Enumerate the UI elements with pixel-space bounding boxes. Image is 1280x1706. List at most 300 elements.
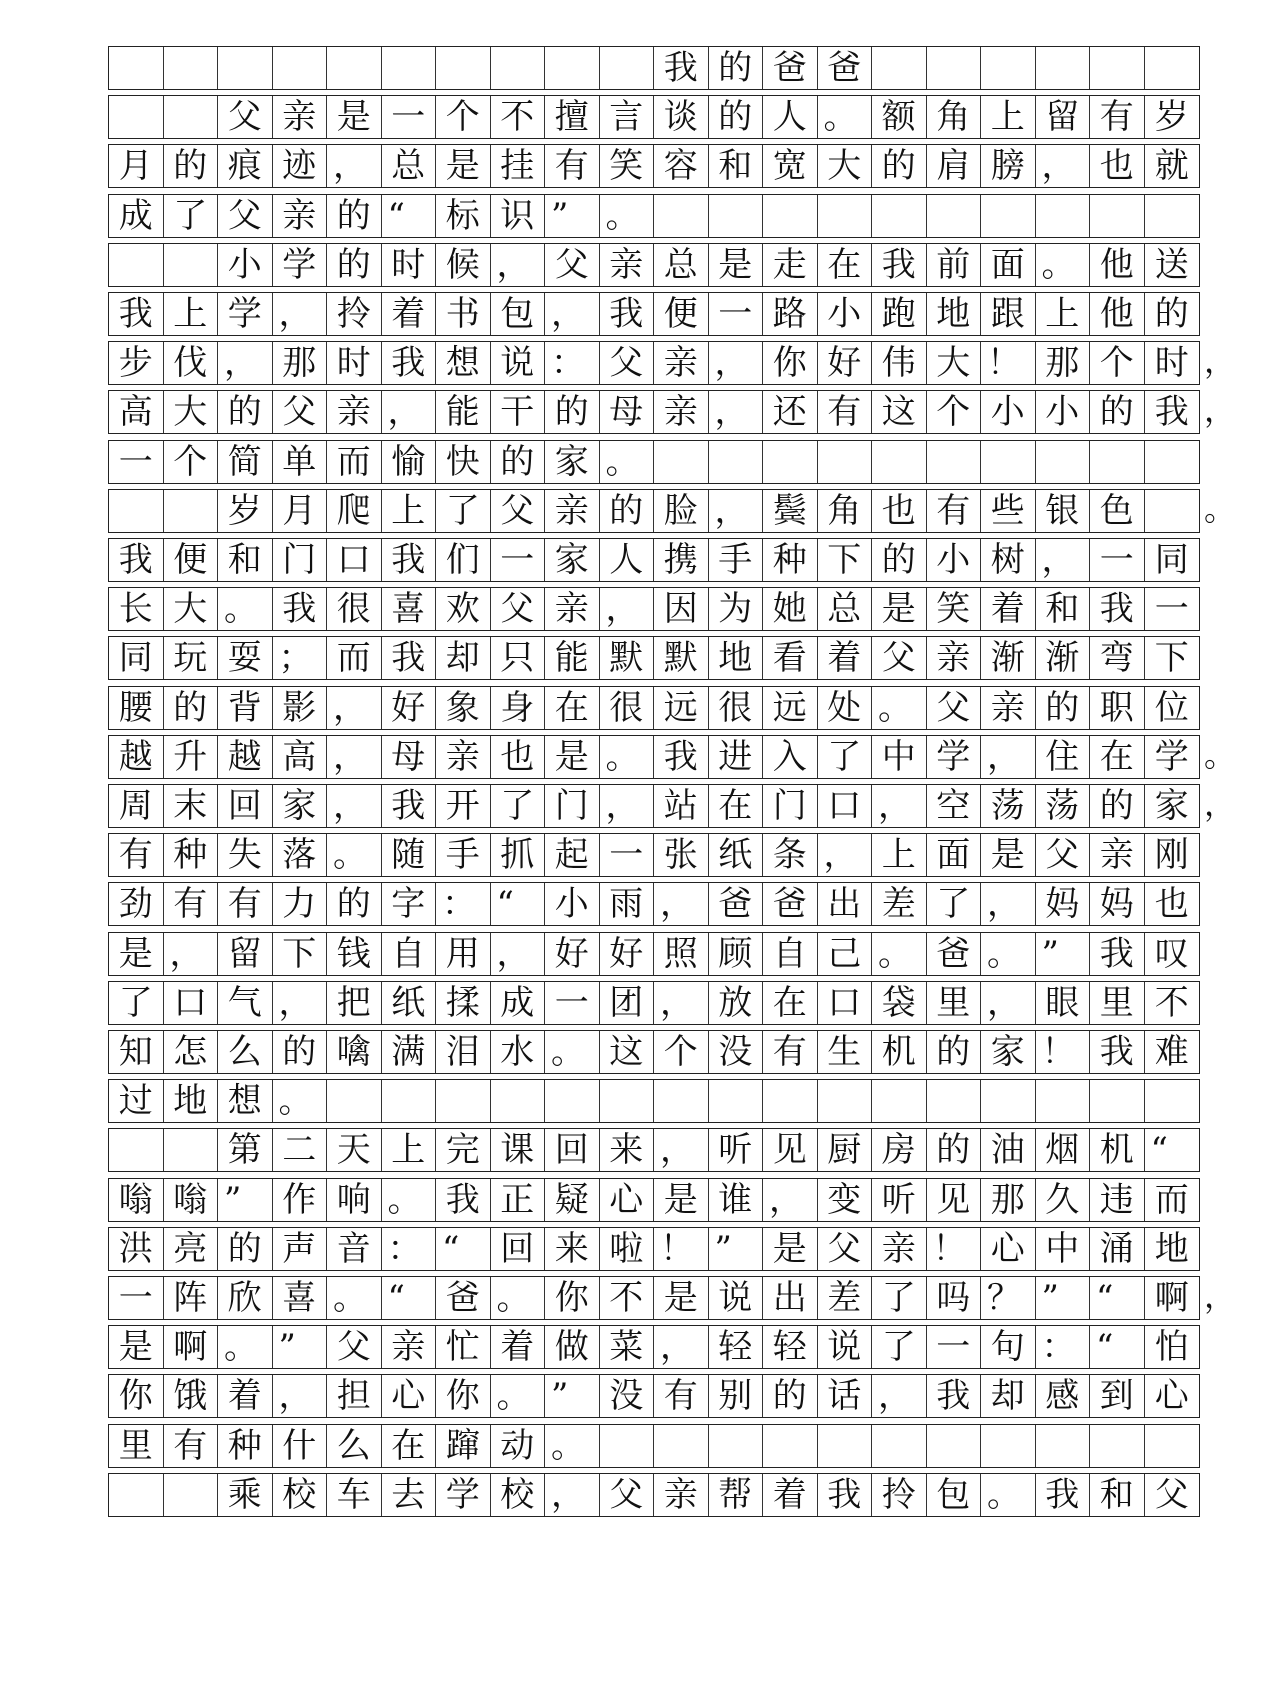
grid-cell: 挂 <box>491 145 546 187</box>
grid-cell: 怎 <box>164 1031 219 1073</box>
grid-cell: 上 <box>382 1129 437 1171</box>
margin-punctuation: ， <box>1204 342 1237 381</box>
grid-cell: 力 <box>273 883 328 925</box>
grid-cell: 同 <box>109 637 164 679</box>
grid-cell: ， <box>327 785 382 827</box>
grid-cell: 影 <box>273 687 328 729</box>
grid-cell: 的 <box>327 195 382 237</box>
grid-cell: 留 <box>218 933 273 975</box>
grid-cell: 洪 <box>109 1228 164 1270</box>
grid-cell: 烟 <box>1036 1129 1091 1171</box>
grid-cell: 总 <box>818 588 873 630</box>
grid-cell: 。 <box>491 1375 546 1417</box>
grid-cell: 地 <box>927 293 982 335</box>
grid-cell: 在 <box>545 687 600 729</box>
grid-cell: 一 <box>1154 589 1189 630</box>
grid-cell: 默 <box>600 637 655 679</box>
grid-cell: 听 <box>709 1129 764 1171</box>
grid-cell: 小 <box>218 244 273 286</box>
grid-cell: 月 <box>273 490 328 532</box>
grid-cell: 机 <box>1090 1129 1145 1171</box>
grid-row <box>108 1473 1200 1517</box>
grid-cell: 父 <box>1036 834 1091 876</box>
grid-cell: 大 <box>164 391 219 433</box>
grid-cell: 父 <box>327 1326 382 1368</box>
grid-cell: 纸 <box>382 982 437 1024</box>
grid-cell: 亲 <box>327 391 382 433</box>
grid-cell: 第 <box>218 1129 273 1171</box>
grid-cell: 的 <box>327 883 382 925</box>
grid-cell: 手 <box>436 834 491 876</box>
grid-cell: 上 <box>382 490 437 532</box>
grid-cell: 随 <box>382 834 437 876</box>
grid-cell: 一 <box>491 539 546 581</box>
grid-cell: 快 <box>436 441 491 483</box>
grid-cell: 的 <box>927 1031 982 1073</box>
grid-cell: 满 <box>382 1031 437 1073</box>
grid-cell: 角 <box>818 490 873 532</box>
grid-row <box>108 882 1200 926</box>
grid-cell: 角 <box>927 96 982 138</box>
grid-cell: 一 <box>109 1277 164 1319</box>
grid-cell: 的 <box>164 687 219 729</box>
grid-cell: 的 <box>545 391 600 433</box>
grid-row <box>108 1128 1200 1172</box>
grid-cell: 有 <box>218 883 273 925</box>
grid-cell: 我 <box>872 244 927 286</box>
grid-cell: 疑 <box>545 1179 600 1221</box>
grid-cell: “ <box>491 883 546 925</box>
grid-cell <box>872 1425 927 1467</box>
grid-cell <box>164 96 219 138</box>
grid-cell: ， <box>709 490 764 532</box>
grid-cell: 爸 <box>927 933 982 975</box>
grid-cell: 却 <box>436 637 491 679</box>
grid-cell: 。 <box>218 588 273 630</box>
grid-cell <box>654 1425 709 1467</box>
grid-cell: 那 <box>273 342 328 384</box>
grid-cell <box>1036 1425 1091 1467</box>
grid-cell: 不 <box>491 96 546 138</box>
grid-row <box>108 341 1200 385</box>
grid-cell: 了 <box>927 883 982 925</box>
grid-cell: 我 <box>1090 588 1145 630</box>
grid-cell: 一 <box>927 1326 982 1368</box>
grid-cell: 一 <box>545 982 600 1024</box>
grid-cell: 很 <box>327 588 382 630</box>
grid-cell: 爸 <box>818 47 873 89</box>
grid-cell: 菜 <box>600 1326 655 1368</box>
grid-cell <box>654 1080 709 1122</box>
grid-cell: 笑 <box>600 145 655 187</box>
grid-cell: 声 <box>273 1228 328 1270</box>
grid-cell: 鬓 <box>763 490 818 532</box>
grid-cell: 我 <box>436 1179 491 1221</box>
grid-cell: “ <box>1150 1130 1168 1171</box>
grid-cell: 父 <box>927 687 982 729</box>
grid-cell: 说 <box>709 1277 764 1319</box>
grid-cell: 水 <box>491 1031 546 1073</box>
grid-cell <box>545 1080 600 1122</box>
grid-cell: 父 <box>600 342 655 384</box>
grid-cell: 来 <box>600 1129 655 1171</box>
grid-cell: 门 <box>545 785 600 827</box>
title-row <box>108 46 1200 90</box>
grid-cell: ， <box>1036 145 1091 187</box>
grid-cell: 嗡 <box>164 1179 219 1221</box>
grid-cell: 大 <box>164 588 219 630</box>
grid-cell: 心 <box>1154 1376 1189 1417</box>
grid-row <box>108 292 1200 336</box>
grid-cell: 父 <box>218 195 273 237</box>
grid-cell: ， <box>600 785 655 827</box>
grid-cell: 钱 <box>327 933 382 975</box>
margin-punctuation: ， <box>1204 1277 1237 1315</box>
grid-cell: 的 <box>1090 391 1145 433</box>
grid-cell <box>709 441 764 483</box>
grid-cell: 渐 <box>1036 637 1091 679</box>
grid-cell: 小 <box>818 293 873 335</box>
grid-cell: 学 <box>218 293 273 335</box>
grid-cell: 的 <box>709 96 764 138</box>
grid-cell: 。 <box>981 1474 1036 1516</box>
grid-cell: 我 <box>1090 933 1145 975</box>
grid-cell: ， <box>654 1326 709 1368</box>
grid-cell: 的 <box>491 441 546 483</box>
grid-cell <box>1145 195 1200 237</box>
grid-cell: 自 <box>763 933 818 975</box>
grid-cell: 的 <box>1090 785 1145 827</box>
grid-cell: 的 <box>872 539 927 581</box>
grid-cell <box>327 47 382 89</box>
grid-cell: 亲 <box>1090 834 1145 876</box>
grid-cell: 亲 <box>654 1474 709 1516</box>
grid-cell: 用 <box>436 933 491 975</box>
grid-cell: 不 <box>600 1277 655 1319</box>
grid-cell: 和 <box>1036 588 1091 630</box>
grid-cell: 下 <box>273 933 328 975</box>
grid-cell: 失 <box>218 834 273 876</box>
grid-cell: 学 <box>436 1474 491 1516</box>
grid-cell: 条 <box>763 834 818 876</box>
grid-cell <box>1145 1425 1200 1467</box>
grid-cell: 。 <box>818 96 873 138</box>
grid-cell: 有 <box>164 1425 219 1467</box>
grid-cell: 听 <box>872 1179 927 1221</box>
grid-cell: 。 <box>327 1277 382 1319</box>
grid-cell: 说 <box>491 342 546 384</box>
grid-cell: 的 <box>1036 687 1091 729</box>
grid-cell <box>436 1080 491 1122</box>
grid-cell: 书 <box>436 293 491 335</box>
grid-cell: 一 <box>109 441 164 483</box>
grid-cell: 迹 <box>273 145 328 187</box>
grid-cell: ； <box>273 637 328 679</box>
grid-cell: 种 <box>763 539 818 581</box>
grid-cell: 亲 <box>545 588 600 630</box>
grid-cell: 的 <box>927 1129 982 1171</box>
grid-cell: 亲 <box>600 244 655 286</box>
grid-cell: 里 <box>927 982 982 1024</box>
grid-row <box>108 1374 1200 1418</box>
grid-cell: 开 <box>436 785 491 827</box>
grid-cell <box>927 47 982 89</box>
grid-cell: “ <box>436 1228 491 1270</box>
grid-cell: 放 <box>709 982 764 1024</box>
grid-row <box>108 440 1200 484</box>
grid-cell: 没 <box>600 1375 655 1417</box>
grid-cell: 只 <box>491 637 546 679</box>
grid-cell <box>654 195 709 237</box>
grid-cell: 也 <box>872 490 927 532</box>
grid-cell: 嗡 <box>109 1179 164 1221</box>
grid-cell <box>709 195 764 237</box>
grid-cell: 二 <box>273 1129 328 1171</box>
grid-cell <box>763 441 818 483</box>
grid-cell: ， <box>981 736 1036 778</box>
grid-cell: 象 <box>436 687 491 729</box>
grid-cell: 地 <box>164 1080 219 1122</box>
grid-cell: 玩 <box>164 637 219 679</box>
grid-cell: 了 <box>491 785 546 827</box>
grid-cell <box>1090 195 1145 237</box>
grid-cell <box>436 47 491 89</box>
grid-cell: 里 <box>1090 982 1145 1024</box>
grid-cell: 成 <box>109 195 164 237</box>
grid-cell: 。 <box>1036 244 1091 286</box>
grid-cell: 步 <box>109 342 164 384</box>
grid-cell: 家 <box>273 785 328 827</box>
grid-cell: 我 <box>654 47 709 89</box>
grid-cell: 父 <box>491 588 546 630</box>
grid-cell: 门 <box>273 539 328 581</box>
grid-cell: 地 <box>1154 1228 1189 1269</box>
grid-cell: 我 <box>654 736 709 778</box>
grid-cell: 过 <box>109 1080 164 1122</box>
grid-cell: 亲 <box>273 96 328 138</box>
grid-cell <box>818 195 873 237</box>
grid-cell: 笑 <box>927 588 982 630</box>
grid-row <box>108 735 1200 779</box>
grid-cell <box>818 1080 873 1122</box>
grid-cell <box>981 441 1036 483</box>
grid-cell: 顾 <box>709 933 764 975</box>
grid-cell: 爸 <box>763 47 818 89</box>
grid-cell: 亲 <box>872 1228 927 1270</box>
grid-cell: 愉 <box>382 441 437 483</box>
grid-cell: 。 <box>382 1179 437 1221</box>
grid-cell: 着 <box>382 293 437 335</box>
grid-cell: 天 <box>327 1129 382 1171</box>
grid-cell: 个 <box>927 391 982 433</box>
grid-cell <box>1145 47 1200 89</box>
grid-cell: 么 <box>218 1031 273 1073</box>
grid-cell: 他 <box>1090 293 1145 335</box>
grid-cell: 。 <box>600 195 655 237</box>
grid-cell: ， <box>981 883 1036 925</box>
grid-cell: 你 <box>436 1375 491 1417</box>
grid-cell: 把 <box>327 982 382 1024</box>
grid-cell: 我 <box>273 588 328 630</box>
grid-cell: 蹿 <box>436 1425 491 1467</box>
grid-cell: 车 <box>327 1474 382 1516</box>
grid-cell: ， <box>382 391 437 433</box>
grid-row <box>108 636 1200 680</box>
grid-cell: 跑 <box>872 293 927 335</box>
grid-cell: 动 <box>491 1425 546 1467</box>
grid-cell: 作 <box>273 1179 328 1221</box>
grid-row <box>108 1325 1200 1369</box>
grid-cell: 妈 <box>1036 883 1091 925</box>
grid-cell: 家 <box>545 441 600 483</box>
grid-cell: 亮 <box>164 1228 219 1270</box>
grid-cell: 总 <box>382 145 437 187</box>
grid-row <box>108 1424 1200 1468</box>
grid-cell: 是 <box>109 933 164 975</box>
grid-cell: 话 <box>818 1375 873 1417</box>
grid-cell: 了 <box>109 982 164 1024</box>
grid-cell <box>600 1425 655 1467</box>
grid-cell: 里 <box>109 1425 164 1467</box>
grid-cell: 在 <box>709 785 764 827</box>
grid-cell: ， <box>491 244 546 286</box>
grid-cell: 厨 <box>818 1129 873 1171</box>
grid-cell: 你 <box>545 1277 600 1319</box>
grid-cell: ， <box>273 1375 328 1417</box>
grid-cell: 口 <box>818 785 873 827</box>
grid-cell: 伟 <box>872 342 927 384</box>
grid-cell: 也 <box>491 736 546 778</box>
grid-cell: ， <box>981 982 1036 1024</box>
grid-cell: 也 <box>1090 145 1145 187</box>
grid-cell: 生 <box>818 1031 873 1073</box>
grid-cell: 心 <box>382 1375 437 1417</box>
grid-cell: 什 <box>273 1425 328 1467</box>
grid-cell: 自 <box>382 933 437 975</box>
grid-cell: 喜 <box>273 1277 328 1319</box>
grid-row <box>108 1030 1200 1074</box>
margin-punctuation: 。 <box>1204 735 1237 774</box>
grid-cell: 远 <box>654 687 709 729</box>
grid-cell: ： <box>382 1228 437 1270</box>
grid-cell: 母 <box>600 391 655 433</box>
grid-cell: 下 <box>1154 638 1189 679</box>
grid-cell: 一 <box>382 96 437 138</box>
grid-cell: 能 <box>436 391 491 433</box>
grid-cell: 上 <box>872 834 927 876</box>
grid-cell: ， <box>273 982 328 1024</box>
grid-cell: 他 <box>1090 244 1145 286</box>
grid-cell: 父 <box>491 490 546 532</box>
grid-cell: 中 <box>1036 1228 1091 1270</box>
grid-cell: 担 <box>327 1375 382 1417</box>
grid-cell: 长 <box>109 588 164 630</box>
grid-cell: 响 <box>327 1179 382 1221</box>
grid-cell: 住 <box>1036 736 1091 778</box>
grid-cell: 拎 <box>327 293 382 335</box>
grid-cell <box>981 1425 1036 1467</box>
grid-cell: 是 <box>981 834 1036 876</box>
grid-cell: 。 <box>545 1031 600 1073</box>
grid-cell <box>709 1425 764 1467</box>
grid-cell: 有 <box>109 834 164 876</box>
grid-cell: 大 <box>927 342 982 384</box>
grid-cell: 机 <box>872 1031 927 1073</box>
grid-cell <box>1036 441 1091 483</box>
grid-cell: ， <box>709 391 764 433</box>
grid-cell: 而 <box>327 441 382 483</box>
grid-cell: 很 <box>709 687 764 729</box>
grid-cell: 有 <box>164 883 219 925</box>
grid-cell: 有 <box>818 391 873 433</box>
grid-cell: 而 <box>1154 1179 1189 1220</box>
grid-cell: 膀 <box>981 145 1036 187</box>
grid-cell: 有 <box>1090 96 1145 138</box>
grid-cell: 好 <box>600 933 655 975</box>
grid-cell: 我 <box>382 637 437 679</box>
grid-cell: 手 <box>709 539 764 581</box>
grid-cell: 和 <box>1090 1474 1145 1516</box>
grid-cell: 身 <box>491 687 546 729</box>
grid-cell <box>218 47 273 89</box>
grid-cell: 银 <box>1036 490 1091 532</box>
grid-cell: 前 <box>927 244 982 286</box>
grid-cell: ？ <box>981 1277 1036 1319</box>
grid-cell <box>164 47 219 89</box>
grid-cell: 脸 <box>654 490 709 532</box>
grid-cell: 出 <box>763 1277 818 1319</box>
grid-cell: ， <box>654 982 709 1024</box>
grid-cell: 我 <box>927 1375 982 1417</box>
grid-cell: 亲 <box>654 391 709 433</box>
grid-row <box>108 390 1200 434</box>
grid-cell: 简 <box>218 441 273 483</box>
grid-cell: 违 <box>1090 1179 1145 1221</box>
grid-cell <box>818 441 873 483</box>
grid-cell: 到 <box>1090 1375 1145 1417</box>
grid-cell: 。 <box>600 736 655 778</box>
grid-cell: 为 <box>709 588 764 630</box>
grid-row <box>108 194 1200 238</box>
grid-cell: 亲 <box>382 1326 437 1368</box>
grid-cell: 纸 <box>709 834 764 876</box>
grid-cell <box>1145 1080 1200 1122</box>
grid-cell: 中 <box>872 736 927 778</box>
grid-cell: 下 <box>818 539 873 581</box>
grid-cell <box>545 47 600 89</box>
grid-cell: ： <box>436 883 491 925</box>
grid-cell: 职 <box>1090 687 1145 729</box>
grid-cell: 刚 <box>1154 835 1189 876</box>
grid-cell: 空 <box>927 785 982 827</box>
grid-cell: 欢 <box>436 588 491 630</box>
grid-cell: 一 <box>600 834 655 876</box>
grid-cell: 那 <box>1036 342 1091 384</box>
grid-cell: 父 <box>872 637 927 679</box>
grid-cell: 是 <box>109 1326 164 1368</box>
grid-cell: 阵 <box>164 1277 219 1319</box>
grid-cell: “ <box>382 195 437 237</box>
grid-cell: 我 <box>109 539 164 581</box>
grid-cell: 地 <box>709 637 764 679</box>
grid-cell: 默 <box>654 637 709 679</box>
grid-cell: 时 <box>1154 343 1189 384</box>
grid-cell <box>109 490 164 532</box>
grid-cell: 感 <box>1036 1375 1091 1417</box>
grid-cell: 你 <box>109 1375 164 1417</box>
grid-cell: 是 <box>654 1179 709 1221</box>
grid-cell: 。 <box>981 933 1036 975</box>
